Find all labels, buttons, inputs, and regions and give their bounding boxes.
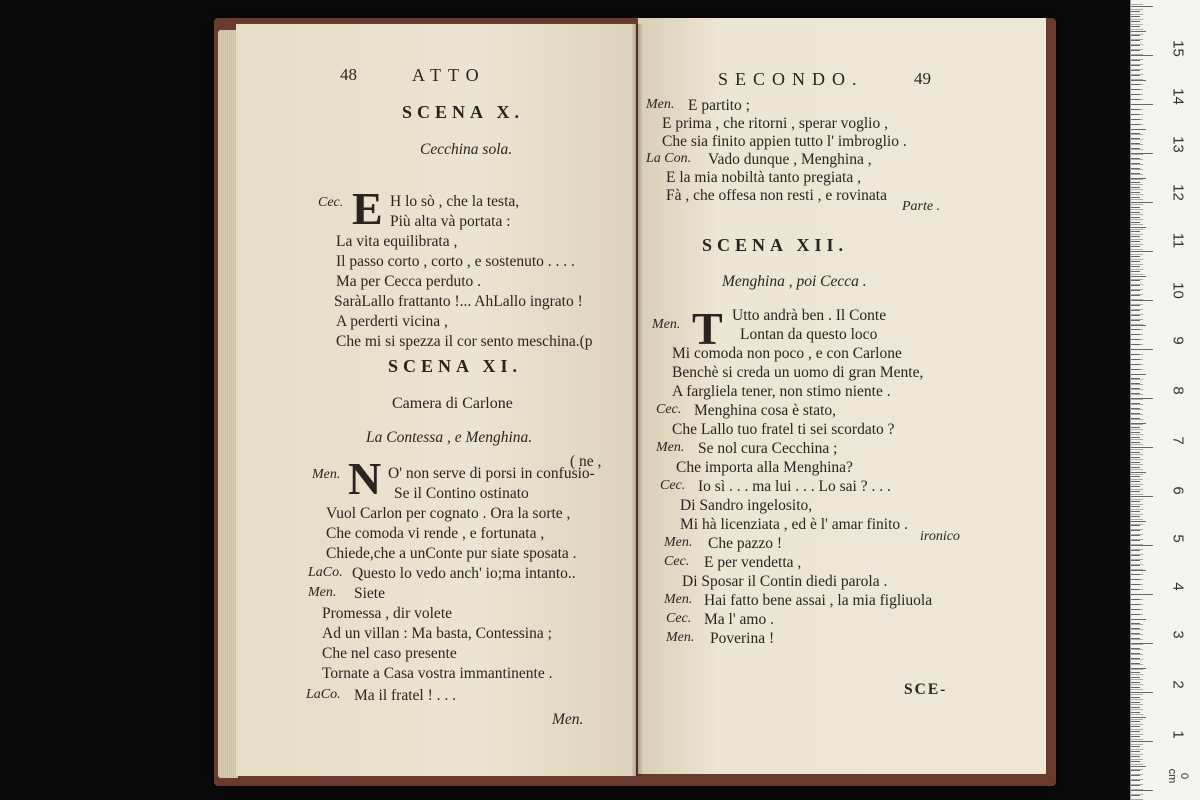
ruler-tick [1131,393,1140,394]
ruler-tick [1131,310,1140,311]
ruler-tick [1131,579,1140,580]
dialogue-speaker: Cec. [664,554,690,569]
ruler-tick [1131,148,1140,149]
ruler-tick [1131,663,1140,664]
ruler-number: 7 [1169,436,1187,445]
scene-11-line: Chiede,che a unConte pur siate sposata . [326,545,577,562]
ruler-tick [1131,89,1140,90]
ruler-tick [1131,447,1153,448]
scene-10-subtitle: Cecchina sola. [420,141,513,158]
left-catchword: Men. [552,711,584,728]
ruler-tick [1131,6,1153,7]
ruler-tick [1131,766,1146,767]
ruler-tick [1131,45,1140,46]
scene-11-wrap: ( ne , [570,453,602,470]
ruler-tick [1131,481,1140,482]
ruler-tick [1131,535,1140,536]
ruler-tick [1131,609,1140,610]
ruler-tick [1131,339,1140,340]
ruler-tick [1131,227,1146,228]
ruler-tick [1131,604,1140,605]
stage-direction-aside: ironico [920,529,960,544]
dialogue-text: E partito ; [688,97,750,114]
ruler-tick [1131,359,1140,360]
ruler-tick [1131,55,1153,56]
ruler-tick [1131,334,1140,335]
ruler-tick [1131,50,1140,51]
ruler-tick [1131,276,1146,277]
ruler-tick [1131,565,1140,566]
dialogue-speaker: Men. [646,97,675,112]
dialogue-text: Siete [354,585,385,602]
scene-11-setting: Camera di Carlone [392,395,513,412]
dialogue-speaker: LaCo. [306,687,341,702]
ruler-tick [1131,163,1140,164]
ruler-tick [1131,84,1140,85]
scene-11-line: Che nel caso presente [322,645,457,662]
ruler-number: 8 [1169,386,1187,395]
scene-10-line: Ma per Cecca perduto . [336,273,482,290]
ruler-tick [1131,707,1140,708]
ruler-tick [1131,790,1153,791]
dialogue-text: Poverina ! [710,630,775,647]
ruler-tick [1131,246,1140,247]
ruler-tick [1131,594,1153,595]
scene-10-line: Che mi si spezza il cor sento meschina.(p [336,333,593,350]
ruler-tick [1131,325,1146,326]
ruler-tick [1131,374,1146,375]
ruler-tick [1131,437,1140,438]
ruler-tick [1131,668,1146,669]
ruler-tick [1131,736,1140,737]
dialogue-speaker: La Con. [646,151,692,166]
scene-12-characters: Menghina , poi Cecca . [722,273,867,290]
dialogue-text: Che importa alla Menghina? [676,459,853,476]
dialogue-text: E per vendetta , [704,554,802,571]
dialogue-speaker: Men. [664,592,693,607]
scene-10-line: Il passo corto , corto , e sostenuto . . . . [336,253,575,270]
ruler-tick [1131,506,1140,507]
ruler-tick [1131,104,1153,105]
right-page-number: 49 [914,69,931,88]
ruler-number: 15 [1169,40,1187,57]
dialogue-text: Che Lallo tuo fratel ti sei scordato ? [672,421,895,438]
dialogue-text: Che pazzo ! [708,535,783,552]
ruler-tick [1131,241,1140,242]
dialogue-text: Che sia finito appien tutto l' imbroglio . [662,133,907,150]
scene-10-drop-cap: E [352,183,383,234]
ruler-tick [1131,467,1140,468]
ruler-tick [1131,207,1140,208]
ruler-tick [1131,692,1153,693]
ruler-tick [1131,222,1140,223]
dialogue-text: Fà , che offesa non resti , e rovinata [666,187,887,204]
scene-11-line: Promessa , dir volete [322,605,453,622]
ruler-tick [1131,231,1140,232]
ruler-tick [1131,682,1140,683]
ruler-tick [1131,70,1140,71]
dialogue-speaker: Men. [656,440,685,455]
ruler-tick [1131,378,1140,379]
ruler-tick [1131,619,1146,620]
ruler-tick [1131,795,1140,796]
scene-12-line: Benchè si creda un uomo di gran Mente, [672,364,924,381]
dialogue-text: Io sì . . . ma lui . . . Lo sai ? . . . [698,478,891,495]
scene-11-characters: La Contessa , e Menghina. [366,429,533,446]
ruler-tick [1131,457,1140,458]
ruler-tick [1131,530,1140,531]
dialogue-text: Se nol cura Cecchina ; [698,440,838,457]
dialogue-text: Hai fatto bene assai , la mia figliuola [704,592,933,609]
scene-11-line: Vuol Carlon per cognato . Ora la sorte , [326,505,571,522]
ruler-tick [1131,182,1140,183]
ruler-tick [1131,521,1146,522]
ruler-tick [1131,236,1140,237]
ruler-tick [1131,687,1140,688]
ruler-tick [1131,761,1140,762]
ruler-tick [1131,423,1146,424]
ruler-tick [1131,633,1140,634]
ruler-zero-label: 0 cm [1166,768,1190,784]
ruler-tick [1131,251,1153,252]
ruler-tick [1131,109,1140,110]
ruler-tick [1131,11,1140,12]
ruler-tick [1131,26,1140,27]
ruler-tick [1131,403,1140,404]
ruler-tick [1131,550,1140,551]
ruler-tick [1131,496,1153,497]
ruler-tick [1131,638,1140,639]
ruler-tick [1131,555,1140,556]
scene-10-title: SCENA X. [402,102,525,122]
left-page-number: 48 [340,65,357,84]
ruler-number: 10 [1169,282,1187,299]
ruler-tick [1131,197,1140,198]
ruler-tick [1131,717,1146,718]
ruler-tick [1131,491,1140,492]
ruler-number: 2 [1169,680,1187,689]
ruler-tick [1131,432,1140,433]
ruler-tick [1131,173,1140,174]
ruler-tick [1131,712,1140,713]
scene-12-line: Utto andrà ben . Il Conte [732,307,887,324]
ruler-tick [1131,94,1140,95]
ruler-tick [1131,643,1153,644]
ruler-tick [1131,697,1140,698]
dialogue-speaker: Men. [664,535,693,550]
ruler-number: 11 [1169,232,1187,249]
ruler-tick [1131,295,1140,296]
dialogue-text: Ma l' amo . [704,611,774,628]
ruler-number: 13 [1169,136,1187,153]
ruler-tick [1131,614,1140,615]
ruler-tick [1131,721,1140,722]
page-edges [218,30,238,778]
ruler-tick [1131,413,1140,414]
ruler-tick [1131,486,1140,487]
ruler-tick [1131,653,1140,654]
ruler-tick [1131,315,1140,316]
ruler-tick [1131,677,1140,678]
ruler-tick [1131,472,1146,473]
ruler-tick [1131,31,1146,32]
left-running-head: ATTO [412,65,486,85]
ruler-tick [1131,271,1140,272]
dialogue-text: Menghina cosa è stato, [694,402,837,419]
ruler-tick [1131,476,1140,477]
ruler-number: 1 [1169,730,1187,739]
dialogue-text: Mi hà licenziata , ed è l' amar finito . [680,516,908,533]
right-running-head: SECONDO. [718,69,864,89]
scene-10-line: H lo sò , che la testa, [390,193,520,210]
ruler-tick [1131,584,1140,585]
ruler-tick [1131,751,1140,752]
scene-11-title: SCENA XI. [388,356,523,376]
ruler-tick [1131,741,1153,742]
ruler-tick [1131,75,1140,76]
scene-11-line: O' non serve di porsi in confusio- [388,465,595,482]
ruler-tick [1131,40,1140,41]
ruler-tick [1131,143,1140,144]
ruler-tick [1131,525,1140,526]
ruler-tick [1131,65,1140,66]
ruler-tick [1131,344,1140,345]
ruler-tick [1131,516,1140,517]
ruler-tick [1131,702,1140,703]
scene-11-speaker: Men. [312,467,341,482]
ruler-tick [1131,261,1140,262]
ruler-tick [1131,427,1140,428]
ruler-tick [1131,540,1140,541]
ruler-tick [1131,192,1140,193]
ruler-tick [1131,138,1140,139]
ruler-tick [1131,775,1140,776]
ruler-tick [1131,16,1140,17]
ruler-tick [1131,658,1140,659]
ruler-tick [1131,212,1140,213]
scene-11-line: Tornate a Casa vostra immantinente . [322,665,553,682]
ruler-tick [1131,129,1146,130]
ruler-tick [1131,364,1140,365]
ruler-tick [1131,560,1140,561]
ruler-tick [1131,628,1140,629]
ruler-tick [1131,726,1140,727]
ruler-tick [1131,290,1140,291]
ruler-tick [1131,285,1140,286]
ruler-tick [1131,770,1140,771]
ruler-tick [1131,187,1140,188]
ruler-tick [1131,599,1140,600]
ruler-tick [1131,511,1140,512]
ruler-tick [1131,99,1140,100]
book-gutter [632,24,642,776]
ruler-number: 6 [1169,486,1187,495]
measurement-ruler [1130,0,1200,800]
ruler-tick [1131,756,1140,757]
ruler-tick [1131,153,1153,154]
scene-11-line: Se il Contino ostinato [394,485,529,502]
stage-direction-exit: Parte . [902,199,941,214]
ruler-tick [1131,545,1153,546]
ruler-tick [1131,320,1140,321]
ruler-tick [1131,168,1140,169]
dialogue-speaker: Cec. [660,478,686,493]
ruler-tick [1131,300,1153,301]
ruler-tick [1131,124,1140,125]
ruler-tick [1131,746,1140,747]
dialogue-speaker: Cec. [656,402,682,417]
scene-10-speaker: Cec. [318,195,344,210]
ruler-tick [1131,570,1146,571]
dialogue-text: Di Sposar il Contin diedi parola . [682,573,888,590]
ruler-tick [1131,329,1140,330]
ruler-tick [1131,785,1140,786]
ruler-tick [1131,462,1140,463]
ruler-tick [1131,623,1140,624]
scene-10-line: Più alta và portata : [390,213,511,230]
ruler-tick [1131,501,1140,502]
ruler-tick [1131,158,1140,159]
ruler-tick [1131,369,1140,370]
dialogue-text: Ma il fratel ! . . . [354,687,457,704]
ruler-tick [1131,119,1140,120]
ruler-number: 3 [1169,630,1187,639]
ruler-tick [1131,780,1140,781]
ruler-number: 12 [1169,184,1187,201]
ruler-tick [1131,672,1140,673]
scene-12-drop-cap: T [692,303,723,354]
ruler-tick [1131,574,1140,575]
ruler-tick [1131,256,1140,257]
dialogue-speaker: Men. [308,585,337,600]
ruler-tick [1131,35,1140,36]
scene-10-line: A perderti vicina , [336,313,448,330]
dialogue-speaker: Men. [666,630,695,645]
ruler-tick [1131,60,1140,61]
ruler-number: 14 [1169,88,1187,105]
ruler-tick [1131,398,1153,399]
scene-11-drop-cap: N [348,453,382,504]
ruler-tick [1131,217,1140,218]
ruler-tick [1131,408,1140,409]
scene-12-line: Mi comoda non poco , e con Carlone [672,345,902,362]
ruler-tick [1131,280,1140,281]
dialogue-text: Questo lo vedo anch' io;ma intanto.. [352,565,576,582]
ruler-tick [1131,442,1140,443]
dialogue-text: Di Sandro ingelosito, [680,497,813,514]
scene-12-speaker: Men. [652,317,681,332]
ruler-number: 4 [1169,582,1187,591]
dialogue-speaker: LaCo. [308,565,343,580]
scene-11-line: Che comoda vi rende , e fortunata , [326,525,545,542]
dialogue-text: E prima , che ritorni , sperar voglio , [662,115,888,132]
ruler-tick [1131,178,1146,179]
scene-10-line: SaràLallo frattanto !... AhLallo ingrato ! [334,293,583,310]
ruler-tick [1131,202,1153,203]
ruler-tick [1131,388,1140,389]
ruler-tick [1131,648,1140,649]
ruler-tick [1131,418,1140,419]
ruler-number: 5 [1169,534,1187,543]
right-catchword: SCE- [904,681,948,698]
ruler-tick [1131,21,1140,22]
ruler-tick [1131,114,1140,115]
scene-12-title: SCENA XII. [702,235,849,255]
ruler-tick [1131,452,1140,453]
scene-12-line: Lontan da questo loco [740,326,878,343]
ruler-tick [1131,589,1140,590]
ruler-tick [1131,80,1146,81]
ruler-tick [1131,731,1140,732]
scene-11-line: Ad un villan : Ma basta, Contessina ; [322,625,552,642]
ruler-tick [1131,349,1153,350]
scene-10-line: La vita equilibrata , [336,233,458,250]
ruler-tick [1131,266,1140,267]
ruler-tick [1131,133,1140,134]
ruler-tick [1131,354,1140,355]
dialogue-text: E la mia nobiltà tanto pregiata , [666,169,861,186]
dialogue-speaker: Cec. [666,611,692,626]
dialogue-text: Vado dunque , Menghina , [708,151,872,168]
ruler-tick [1131,305,1140,306]
ruler-number: 9 [1169,336,1187,345]
ruler-tick [1131,383,1140,384]
scene-12-line: A fargliela tener, non stimo niente . [672,383,891,400]
